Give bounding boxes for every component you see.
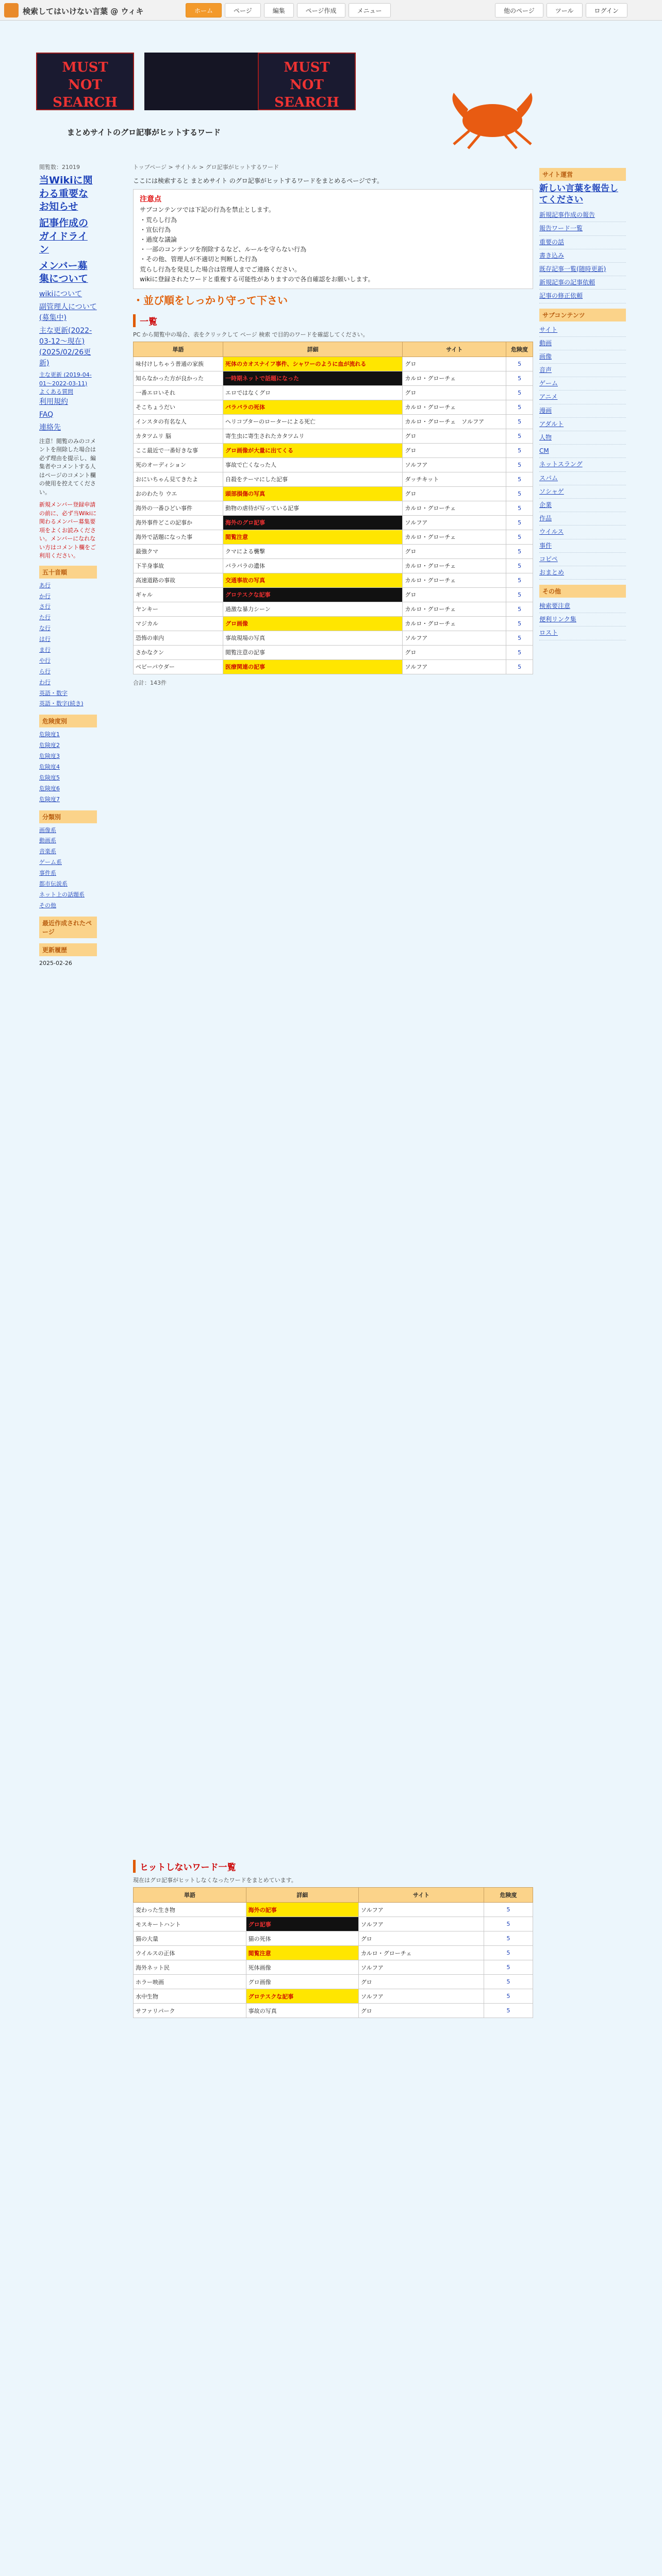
- admin-link[interactable]: 記事の修正依頼: [539, 290, 626, 303]
- admin-link[interactable]: 書き込み: [539, 249, 626, 263]
- order-warning: ・並び順をしっかり守って下さい: [133, 294, 288, 307]
- comment-note: 注意！閲覧のみのコメントを削除した場合は必ず理由を提示し、編集者やコメントする人はページのコメント欄の使用を控えてください。: [39, 437, 96, 496]
- cell-danger: 5: [484, 1946, 533, 1960]
- subcontent-link[interactable]: ネットスラング: [539, 458, 626, 471]
- cell-danger: 5: [506, 486, 533, 501]
- cell-detail: 動物の虐待が写っている記事: [223, 501, 402, 515]
- table-row: [134, 573, 533, 587]
- cell-site[interactable]: カルロ・グローチェ ソルフア: [403, 414, 506, 429]
- gojuon-link[interactable]: あ行: [39, 582, 51, 589]
- nav-home-button[interactable]: ホーム: [186, 3, 222, 18]
- cell-danger: 5: [506, 645, 533, 659]
- cell-detail: 海外のグロ記事: [223, 515, 402, 530]
- notice-item: ・荒らし行為: [140, 216, 177, 224]
- nav-edit-button[interactable]: 編集: [264, 3, 294, 18]
- top-bar: [0, 0, 662, 21]
- cell-site[interactable]: グロ: [358, 2004, 484, 2018]
- cell-site[interactable]: グロ: [358, 1931, 484, 1946]
- cell-detail: 寄生虫に寄生されたカタツムリ: [223, 429, 402, 443]
- notice-item: 荒らし行為を発見した場合は管理人までご連絡ください。: [140, 265, 301, 273]
- cell-danger: 5: [506, 631, 533, 645]
- cell-detail: エロではなくグロ: [223, 385, 402, 400]
- cell-detail: 一時期ネットで話題になった: [223, 371, 402, 385]
- table-row: [134, 1903, 533, 1917]
- cell-site[interactable]: カルロ・グローチェ: [403, 371, 506, 385]
- nav-page-button[interactable]: ページ: [225, 3, 261, 18]
- notice-title: 注意点: [140, 195, 161, 204]
- list-section-subtitle: PC から閲覧中の場合、表をクリックして ページ 検索 で目的のワードを確認してください。: [133, 331, 369, 338]
- table-row: [134, 645, 533, 659]
- subcontent-link[interactable]: アニメ: [539, 391, 626, 404]
- cell-detail: バラバラの死体: [223, 400, 402, 414]
- category-link[interactable]: 音楽系: [39, 848, 56, 855]
- report-new-word-link[interactable]: 新しい言葉を報告してください: [539, 183, 618, 206]
- cell-site[interactable]: グロ: [358, 1975, 484, 1989]
- cell-danger: 5: [506, 429, 533, 443]
- table-row: [134, 472, 533, 486]
- cell-danger: 5: [506, 515, 533, 530]
- site-logo-icon[interactable]: [4, 3, 19, 18]
- table-row: [134, 1975, 533, 1989]
- cell-word[interactable]: 猫の大量: [134, 1931, 246, 1946]
- page-view-count: 閲覧数：21019: [39, 164, 80, 171]
- table-row: [134, 631, 533, 645]
- banner-tagline: まとめサイトのグロ記事がヒットするワード: [67, 128, 221, 137]
- gojuon-link[interactable]: は行: [39, 636, 51, 643]
- cell-word[interactable]: ここ最近で一番好きな事: [134, 443, 223, 457]
- updated-section-title: 更新履歴: [39, 943, 97, 956]
- guideline-link[interactable]: 記事作成のガイドライン: [39, 217, 89, 256]
- cell-detail: グロ記事: [246, 1917, 358, 1931]
- category-link[interactable]: ネット上の話題系: [39, 891, 85, 898]
- count-text: 合計：143件: [133, 679, 167, 686]
- table-row: [134, 486, 533, 501]
- notice-item: サブコンテンツでは下記の行為を禁止とします。: [140, 206, 275, 214]
- danger-list: [39, 730, 97, 805]
- not-hit-table: [133, 1887, 533, 2018]
- danger-level-link[interactable]: 危険度2: [39, 742, 60, 749]
- gojuon-link[interactable]: さ行: [39, 603, 51, 611]
- cell-word[interactable]: 海外ネット民: [134, 1960, 246, 1975]
- subcontent-link[interactable]: 人物: [539, 431, 626, 445]
- cell-detail: グロテスクな記事: [246, 1989, 358, 2004]
- cell-danger: 5: [484, 1931, 533, 1946]
- cell-danger: 5: [506, 357, 533, 371]
- subcontent-link[interactable]: 画像: [539, 350, 626, 364]
- cell-detail: 自殺をテーマにした記事: [223, 472, 402, 486]
- cell-word[interactable]: サファリパーク: [134, 2004, 246, 2018]
- gojuon-link[interactable]: ま行: [39, 646, 51, 653]
- cell-danger: 5: [484, 1903, 533, 1917]
- admin-link[interactable]: 新規記事作成の報告: [539, 209, 626, 222]
- cell-word[interactable]: マジカル: [134, 616, 223, 631]
- cell-detail: バラバラの遺体: [223, 558, 402, 573]
- cell-word[interactable]: 海外の一番ひどい事件: [134, 501, 223, 515]
- cell-detail: グロ画像: [223, 616, 402, 631]
- nav-login-button[interactable]: ログイン: [586, 3, 627, 18]
- subcontent-link[interactable]: ゲーム: [539, 377, 626, 391]
- breadcrumb: トップページ > サイトル > グロ記事がヒットするワード: [133, 164, 279, 171]
- cell-detail: 死体のカオスナイフ事件、シャワーのように血が流れる: [223, 357, 402, 371]
- col-danger[interactable]: 危険度: [506, 342, 533, 357]
- cell-site[interactable]: グロ: [403, 429, 506, 443]
- col-word[interactable]: 単語: [134, 342, 223, 357]
- list-section-title: 一覧: [133, 314, 533, 327]
- cell-site[interactable]: グロ: [403, 443, 506, 457]
- cell-word[interactable]: ホラー映画: [134, 1975, 246, 1989]
- contact-link[interactable]: 連絡先: [39, 423, 61, 432]
- left-sidebar: [39, 163, 97, 969]
- gojuon-link[interactable]: わ行: [39, 679, 51, 686]
- terms-link[interactable]: 利用規約: [39, 397, 68, 406]
- site-title[interactable]: 検索してはいけない言葉 @ ウィキ: [23, 7, 144, 16]
- table-row: [134, 429, 533, 443]
- subcontent-link[interactable]: サイト: [539, 324, 626, 337]
- danger-section-title: 危険度別: [39, 715, 97, 727]
- cell-detail: クマによる襲撃: [223, 544, 402, 558]
- cell-danger: 5: [506, 414, 533, 429]
- subcontent-link[interactable]: 企業: [539, 499, 626, 512]
- cell-word[interactable]: 死のオーディション: [134, 457, 223, 472]
- admin-links: [539, 209, 626, 303]
- table-row: [134, 385, 533, 400]
- updated-date: 2025-02-26: [39, 959, 72, 967]
- table-row: [134, 2004, 533, 2018]
- cell-site[interactable]: ソルフア: [358, 1903, 484, 1917]
- notice-list: [140, 205, 526, 284]
- col2-danger[interactable]: 危険度: [484, 1888, 533, 1903]
- category-section-title: 分類別: [39, 810, 97, 823]
- table-row: [134, 602, 533, 616]
- cell-detail: 頭部損傷の写真: [223, 486, 402, 501]
- important-notice-link[interactable]: 当Wikiに関わる重要なお知らせ: [39, 175, 93, 213]
- cell-danger: 5: [506, 616, 533, 631]
- banner: [0, 31, 662, 137]
- cell-site[interactable]: ソルフア: [403, 515, 506, 530]
- table-row: [134, 530, 533, 544]
- category-link[interactable]: ゲーム系: [39, 859, 62, 866]
- other-link[interactable]: ロスト: [539, 626, 626, 640]
- cell-site[interactable]: ソルフア: [403, 457, 506, 472]
- danger-level-link[interactable]: 危険度7: [39, 795, 60, 803]
- word-table: [133, 342, 533, 674]
- notice-item: ・過度な議論: [140, 235, 177, 243]
- subcontent-link[interactable]: コピペ: [539, 553, 626, 566]
- subcontent-link[interactable]: スパム: [539, 472, 626, 485]
- notice-item: ・その他、管理人が不適切と判断した行為: [140, 256, 258, 263]
- cell-site[interactable]: ソルフア: [358, 1989, 484, 2004]
- cell-detail: グロテスクな記事: [223, 587, 402, 602]
- cell-site[interactable]: ソルフア: [358, 1960, 484, 1975]
- cell-danger: 5: [484, 1975, 533, 1989]
- table-row: [134, 515, 533, 530]
- cell-word[interactable]: 海外事件どこの記事か: [134, 515, 223, 530]
- other-links: [539, 600, 626, 640]
- danger-level-link[interactable]: 危険度1: [39, 731, 60, 738]
- subcontent-link[interactable]: おまとめ: [539, 566, 626, 580]
- cell-site[interactable]: カルロ・グローチェ: [403, 558, 506, 573]
- cell-site[interactable]: グロ: [403, 587, 506, 602]
- col2-site[interactable]: サイト: [358, 1888, 484, 1903]
- gojuon-link[interactable]: か行: [39, 592, 51, 600]
- cell-danger: 5: [506, 457, 533, 472]
- category-link[interactable]: 事件系: [39, 870, 56, 877]
- nav-menu-button[interactable]: メニュー: [349, 3, 391, 18]
- cell-danger: 5: [484, 1960, 533, 1975]
- cell-detail: 海外の記事: [246, 1903, 358, 1917]
- subcontent-link[interactable]: ソシャゲ: [539, 485, 626, 499]
- cell-detail: 猫の死体: [246, 1931, 358, 1946]
- table-row: [134, 414, 533, 429]
- intro-text: ここには検索すると まとめサイト のグロ記事がヒットするワードをまとめるページです。: [133, 177, 383, 184]
- subcontent-link[interactable]: 漫画: [539, 404, 626, 418]
- cell-danger: 5: [506, 602, 533, 616]
- notice-item: ・一部のコンテンツを削除するなど、ルールを守らない行為: [140, 246, 307, 253]
- table-row: [134, 357, 533, 371]
- cell-word[interactable]: ウイルスの正体: [134, 1946, 246, 1960]
- cell-detail: 医療関連の記事: [223, 659, 402, 674]
- gojuon-list: [39, 581, 97, 710]
- cell-word[interactable]: 味付けしちゃう普通の家族: [134, 357, 223, 371]
- cell-site[interactable]: ソルフア: [358, 1917, 484, 1931]
- subcontent-title: サブコンテンツ: [539, 309, 626, 321]
- cell-word[interactable]: ベビーパウダー: [134, 659, 223, 674]
- table-row: [134, 371, 533, 385]
- cell-site[interactable]: ソルフア: [403, 631, 506, 645]
- danger-level-link[interactable]: 危険度4: [39, 763, 60, 770]
- top-nav-secondary: [495, 3, 627, 18]
- cell-danger: 5: [506, 400, 533, 414]
- table-row: [134, 659, 533, 674]
- cell-word[interactable]: 水中生物: [134, 1989, 246, 2004]
- cell-danger: 5: [506, 530, 533, 544]
- cell-detail: 閲覧注意: [223, 530, 402, 544]
- admin-link[interactable]: 新規記事の記事依頼: [539, 276, 626, 290]
- faq-link[interactable]: よくある質問: [39, 388, 73, 396]
- cell-site[interactable]: カルロ・グローチェ: [403, 501, 506, 515]
- old-updates-link[interactable]: 主な更新 (2019-04-01～2022-03-11): [39, 371, 92, 387]
- cell-word[interactable]: 最強クマ: [134, 544, 223, 558]
- gojuon-link[interactable]: や行: [39, 657, 51, 664]
- cell-site[interactable]: グロ: [403, 357, 506, 371]
- cell-detail: ヘリコプターのローターによる死亡: [223, 414, 402, 429]
- gojuon-link[interactable]: な行: [39, 625, 51, 632]
- top-nav: [186, 3, 391, 18]
- table-row: [134, 457, 533, 472]
- category-link[interactable]: その他: [39, 902, 56, 909]
- crab-icon: [443, 88, 541, 149]
- cell-word[interactable]: おのわたり ウエ: [134, 486, 223, 501]
- cell-danger: 5: [506, 587, 533, 602]
- table-row: [134, 1989, 533, 2004]
- cell-word[interactable]: インスタの有名な人: [134, 414, 223, 429]
- cell-word[interactable]: さかなクン: [134, 645, 223, 659]
- subcontent-link[interactable]: 動画: [539, 337, 626, 350]
- cell-detail: 閲覧注意: [246, 1946, 358, 1960]
- not-hit-title: ヒットしないワード一覧: [133, 1860, 533, 1873]
- col2-word[interactable]: 単語: [134, 1888, 246, 1903]
- cell-site[interactable]: カルロ・グローチェ: [403, 602, 506, 616]
- table-row: [134, 1946, 533, 1960]
- main-updates-link[interactable]: 主な更新(2022-03-12～現在) (2025/02/26更新): [39, 327, 92, 368]
- recent-section-title: 最近作成されたページ: [39, 917, 97, 938]
- cell-word[interactable]: そこちょうだい: [134, 400, 223, 414]
- subcontent-link[interactable]: 事件: [539, 539, 626, 553]
- category-list: [39, 825, 97, 911]
- table-row: [134, 400, 533, 414]
- sub-admin-link[interactable]: 副管理人について(募集中): [39, 303, 97, 323]
- cell-word[interactable]: 恐怖の車内: [134, 631, 223, 645]
- cell-word[interactable]: 一番エロいそれ: [134, 385, 223, 400]
- cell-danger: 5: [484, 2004, 533, 2018]
- danger-level-link[interactable]: 危険度6: [39, 785, 60, 792]
- cell-detail: 過激な暴力シーン: [223, 602, 402, 616]
- subcontent-links: [539, 324, 626, 580]
- cell-danger: 5: [506, 385, 533, 400]
- cell-word[interactable]: モスキートハント: [134, 1917, 246, 1931]
- category-link[interactable]: 都市伝説系: [39, 880, 68, 887]
- banner-logo-right: MUST NOT SEARCH: [258, 53, 356, 110]
- notice-box: [133, 189, 533, 289]
- not-hit-subtitle: 現在はグロ記事がヒットしなくなったワードをまとめています。: [133, 1877, 297, 1884]
- cell-detail: 事故の写真: [246, 2004, 358, 2018]
- danger-level-link[interactable]: 危険度5: [39, 774, 60, 781]
- subcontent-link[interactable]: 作品: [539, 512, 626, 526]
- cell-site[interactable]: カルロ・グローチェ: [403, 530, 506, 544]
- cell-detail: 事故で亡くなった人: [223, 457, 402, 472]
- table-row: [134, 1931, 533, 1946]
- recruit-note: 新規メンバー登録申請の前に、必ず当Wikiに関わるメンバー募集要項をよくお読みください。メンバーになれない方はコメント欄をご利用ください。: [39, 501, 97, 560]
- table-row: [134, 1960, 533, 1975]
- cell-detail: 交通事故の写真: [223, 573, 402, 587]
- cell-detail: 閲覧注意の記事: [223, 645, 402, 659]
- col-detail[interactable]: 詳細: [223, 342, 402, 357]
- cell-site[interactable]: ダッチキット: [403, 472, 506, 486]
- admin-link[interactable]: 重要の話: [539, 236, 626, 249]
- cell-word[interactable]: 海外で話題になった事: [134, 530, 223, 544]
- site-admin-title: サイト運営: [539, 168, 626, 181]
- cell-site[interactable]: グロ: [403, 385, 506, 400]
- gojuon-link[interactable]: た行: [39, 614, 51, 621]
- cell-detail: 死体画像: [246, 1960, 358, 1975]
- danger-level-link[interactable]: 危険度3: [39, 753, 60, 760]
- cell-word[interactable]: 知らなかった方が良かった: [134, 371, 223, 385]
- cell-danger: 5: [506, 371, 533, 385]
- banner-logo-left: MUST NOT SEARCH: [36, 53, 134, 110]
- cell-word[interactable]: 高速道路の事故: [134, 573, 223, 587]
- subcontent-link[interactable]: 音声: [539, 364, 626, 377]
- cell-danger: 5: [506, 544, 533, 558]
- cell-danger: 5: [506, 573, 533, 587]
- col2-detail[interactable]: 詳細: [246, 1888, 358, 1903]
- nav-other-button[interactable]: 他のページ: [495, 3, 543, 18]
- cell-word[interactable]: 変わった生き物: [134, 1903, 246, 1917]
- cell-site[interactable]: ソルフア: [403, 659, 506, 674]
- table-row: [134, 544, 533, 558]
- admin-link[interactable]: 報告ワード一覧: [539, 222, 626, 235]
- cell-site[interactable]: カルロ・グローチェ: [403, 573, 506, 587]
- other-link[interactable]: 便利リンク集: [539, 613, 626, 626]
- cell-danger: 5: [506, 443, 533, 457]
- cell-danger: 5: [484, 1989, 533, 2004]
- cell-site[interactable]: カルロ・グローチェ: [403, 616, 506, 631]
- faq2-link[interactable]: FAQ: [39, 410, 54, 419]
- cell-site[interactable]: グロ: [403, 544, 506, 558]
- gojuon-link[interactable]: 英語・数字(続き): [39, 700, 84, 707]
- cell-word[interactable]: おにいちゃん見てきたよ: [134, 472, 223, 486]
- nav-tools-button[interactable]: ツール: [547, 3, 583, 18]
- table-row: [134, 587, 533, 602]
- cell-danger: 5: [484, 1917, 533, 1931]
- other-title: その他: [539, 585, 626, 598]
- cell-word[interactable]: ヤンキー: [134, 602, 223, 616]
- table-row: [134, 616, 533, 631]
- category-link[interactable]: 動画系: [39, 837, 56, 844]
- other-link[interactable]: 検索要注意: [539, 600, 626, 613]
- subcontent-link[interactable]: アダルト: [539, 418, 626, 431]
- cell-detail: 事故現場の写真: [223, 631, 402, 645]
- cell-site[interactable]: カルロ・グローチェ: [403, 400, 506, 414]
- cell-detail: グロ画像: [246, 1975, 358, 1989]
- gojuon-link[interactable]: 英語・数字: [39, 689, 68, 697]
- notice-item: wikiに登録されたワードと重複する可能性がありますので各自確認をお願いします。: [140, 275, 374, 283]
- category-link[interactable]: 画像系: [39, 826, 56, 834]
- about-wiki-link[interactable]: wikiについて: [39, 290, 82, 299]
- cell-site[interactable]: カルロ・グローチェ: [358, 1946, 484, 1960]
- subcontent-link[interactable]: CM: [539, 445, 626, 458]
- cell-site[interactable]: グロ: [403, 486, 506, 501]
- cell-danger: 5: [506, 501, 533, 515]
- main-content: [133, 163, 533, 687]
- cell-word[interactable]: 下半身事故: [134, 558, 223, 573]
- cell-danger: 5: [506, 659, 533, 674]
- cell-site[interactable]: グロ: [403, 645, 506, 659]
- table-row: [134, 1917, 533, 1931]
- gojuon-link[interactable]: ら行: [39, 668, 51, 675]
- cell-danger: 5: [506, 558, 533, 573]
- notice-item: ・宣伝行為: [140, 226, 171, 233]
- member-recruit-link[interactable]: メンバー募集について: [39, 260, 88, 285]
- nav-create-button[interactable]: ページ作成: [297, 3, 345, 18]
- subcontent-link[interactable]: ウイルス: [539, 526, 626, 539]
- cell-word[interactable]: カタツムリ 脳: [134, 429, 223, 443]
- table-row: [134, 558, 533, 573]
- table-row: [134, 501, 533, 515]
- cell-word[interactable]: ギャル: [134, 587, 223, 602]
- cell-detail: グロ画像が大量に出てくる: [223, 443, 402, 457]
- col-site[interactable]: サイト: [403, 342, 506, 357]
- admin-link[interactable]: 既存記事一覧(随時更新): [539, 263, 626, 276]
- right-sidebar: [539, 163, 626, 640]
- cell-danger: 5: [506, 472, 533, 486]
- gojuon-section-title: 五十音順: [39, 566, 97, 579]
- table-row: [134, 443, 533, 457]
- not-hit-section: [133, 1853, 533, 2018]
